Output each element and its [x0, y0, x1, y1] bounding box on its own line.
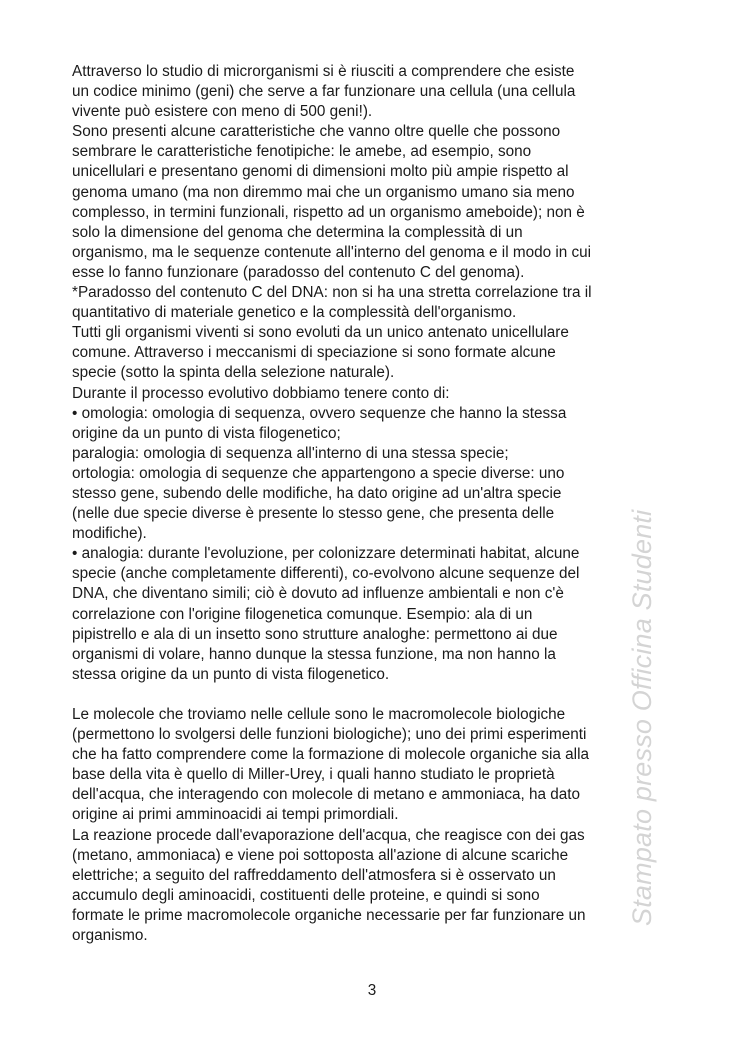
text-line: • analogia: durante l'evoluzione, per colonizzare determinati habitat, alcune [72, 545, 580, 563]
text-line: DNA, che diventano simili; ciò è dovuto ad influenze ambientali e non c'è [72, 585, 564, 603]
text-line: un codice minimo (geni) che serve a far funzionare una cellula (una cellula [72, 83, 576, 101]
text-line: organismi di volare, hanno dunque la stessa funzione, ma non hanno la [72, 645, 556, 663]
text-line: Attraverso lo studio di microrganismi si è riusciti a comprendere che esiste [72, 63, 575, 80]
text-line: stesso gene, subendo delle modifiche, ha dato origine ad un'altra specie [72, 484, 562, 502]
text-line: unicellulari e presentano genomi di dimensioni molto più ampie rispetto al [72, 163, 569, 181]
text-line: Durante il processo evolutivo dobbiamo tenere conto di: [72, 384, 450, 402]
text-line: genoma umano (ma non diremmo mai che un organismo umano sia meno [72, 183, 575, 201]
text-line: accumulo degli aminoacidi, costituenti delle proteine, e quindi si sono [72, 886, 540, 904]
text-line: pipistrello e ala di un insetto sono strutture analoghe: permettono ai due [72, 625, 558, 643]
text-line: dell'acqua, che interagendo con molecole di metano e ammoniaca, ha dato [72, 786, 581, 804]
text-line: Tutti gli organismi viventi si sono evoluti da un unico antenato unicellulare [72, 324, 569, 342]
watermark: Stampato presso Officina Studenti [627, 509, 657, 926]
text-line: che ha fatto comprendere come la formazione di molecole organiche sia alla [72, 746, 589, 764]
text-line: organismo. [72, 927, 148, 945]
text-line: origine da un punto di vista filogenetico; [72, 424, 341, 442]
text-line: • omologia: omologia di sequenza, ovvero sequenze che hanno la stessa [72, 404, 567, 422]
text-line: specie (anche completamente differenti), co-evolvono alcune sequenze del [72, 565, 580, 583]
document-body [72, 62, 677, 946]
text-line: solo la dimensione del genoma che determina la complessità di un [72, 223, 523, 241]
text-line: sembrare le caratteristiche fenotipiche: le amebe, ad esempio, sono [72, 143, 532, 161]
text-line: comune. Attraverso i meccanismi di speciazione si sono formate alcune [72, 344, 556, 362]
text-line: (permettono lo svolgersi delle funzioni biologiche); uno dei primi esperimenti [72, 726, 587, 744]
text-line: organismo, ma le sequenze contenute all'interno del genoma e il modo in cui [72, 243, 592, 261]
text-line: formate le prime macromolecole organiche necessarie per far funzionare un [72, 906, 586, 924]
text-line: Le molecole che troviamo nelle cellule sono le macromolecole biologiche [72, 706, 566, 723]
text-line: correlazione con l'origine filogenetica comunque. Esempio: ala di un [72, 605, 533, 623]
text-line: specie (sotto la spinta della selezione naturale). [72, 364, 395, 382]
page-number: 3 [367, 982, 377, 999]
text-line: vivente può esistere con meno di 500 geni!). [72, 103, 373, 121]
text-line: ortologia: omologia di sequenze che appartengono a specie diverse: uno [72, 464, 565, 482]
paragraph-gap [72, 685, 677, 705]
text-line: elettriche; a seguito del raffreddamento dell'atmosfera si è osservato un [72, 866, 556, 884]
text-line: stessa origine da un punto di vista filogenetico. [72, 665, 390, 683]
text-line: quantitativo di materiale genetico e la complessità dell'organismo. [72, 304, 517, 322]
text-line: Sono presenti alcune caratteristiche che vanno oltre quelle che possono [72, 123, 561, 141]
text-line: base della vita è quello di Miller-Urey, i quali hanno studiato le proprietà [72, 766, 555, 784]
text-line: *Paradosso del contenuto C del DNA: non si ha una stretta correlazione tra il [72, 284, 592, 302]
text-line: complesso, in termini funzionali, rispetto ad un organismo ameboide); non è [72, 203, 585, 221]
text-line: modifiche). [72, 525, 147, 543]
text-line: esse lo fanno funzionare (paradosso del contenuto C del genoma). [72, 263, 525, 281]
text-line: La reazione procede dall'evaporazione dell'acqua, che reagisce con dei gas [72, 826, 585, 844]
text-line: origine ai primi amminoacidi ai tempi primordiali. [72, 806, 399, 824]
text-line: paralogia: omologia di sequenza all'interno di una stessa specie; [72, 444, 509, 462]
text-line: (nelle due specie diverse è presente lo stesso gene, che presenta delle [72, 505, 555, 523]
text-line: (metano, ammoniaca) e viene poi sottoposta all'azione di alcune scariche [72, 846, 569, 864]
